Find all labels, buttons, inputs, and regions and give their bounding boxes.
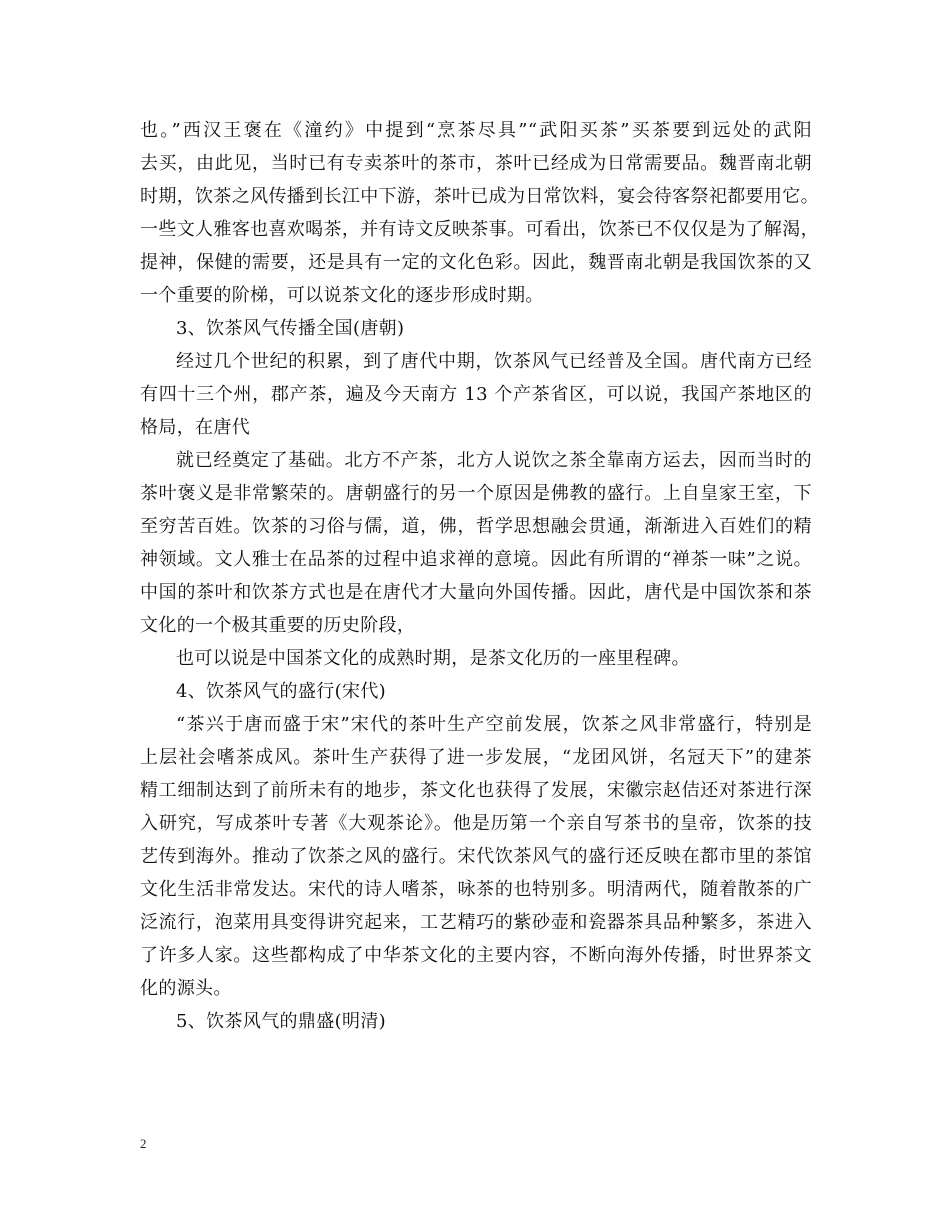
section-heading: 3、饮茶风气传播全国(唐朝): [176, 318, 405, 339]
body-line: 就已经奠定了基础。北方不产茶，北方人说饮之茶全靠南方运去，因而当时的: [176, 450, 812, 471]
body-line: 泛流行，泡菜用具变得讲究起来，工艺精巧的紫砂壶和瓷器茶具品种繁多，茶进入: [140, 912, 812, 933]
body-line: 去买，由此见，当时已有专卖茶叶的茶市，茶叶已经成为日常需要品。魏晋南北朝: [140, 153, 812, 174]
body-line: 精工细制达到了前所未有的地步，茶文化也获得了发展，宋徽宗赵佶还对茶进行深: [140, 780, 812, 801]
body-line: 也可以说是中国茶文化的成熟时期，是茶文化历的一座里程碑。: [176, 648, 690, 669]
section-heading: 4、饮茶风气的盛行(宋代): [176, 681, 387, 702]
body-line: 神领域。文人雅士在品茶的过程中追求禅的意境。因此有所谓的“禅茶一味”之说。: [140, 549, 812, 570]
body-line: 有四十三个州，郡产茶，遍及今天南方 13 个产茶省区，可以说，我国产茶地区的: [140, 384, 812, 405]
body-line: 至穷苦百姓。饮茶的习俗与儒，道，佛，哲学思想融会贯通，渐渐进入百姓们的精: [140, 516, 812, 537]
body-line: 茶叶褒义是非常繁荣的。唐朝盛行的另一个原因是佛教的盛行。上自皇家王室，下: [140, 483, 812, 504]
document-body: [140, 114, 819, 1038]
body-line: 时期，饮茶之风传播到长江中下游，茶叶已成为日常饮料，宴会待客祭祀都要用它。: [140, 186, 819, 207]
body-line: 提神，保健的需要，还是具有一定的文化色彩。因此，魏晋南北朝是我国饮茶的又: [140, 252, 812, 273]
body-line: 化的源头。: [140, 978, 232, 999]
body-line: 入研究，写成茶叶专著《大观茶论》。他是历第一个亲自写茶书的皇帝，饮茶的技: [140, 813, 812, 834]
body-line: 经过几个世纪的积累，到了唐代中期，饮茶风气已经普及全国。唐代南方已经: [176, 351, 812, 372]
body-line: 了许多人家。这些都构成了中华茶文化的主要内容，不断向海外传播，时世界茶文: [140, 945, 812, 966]
body-line: “茶兴于唐而盛于宋”宋代的茶叶生产空前发展，饮茶之风非常盛行，特别是: [176, 714, 812, 735]
body-line: 文化生活非常发达。宋代的诗人嗜茶，咏茶的也特别多。明清两代，随着散茶的广: [140, 879, 812, 900]
page-number: 2: [140, 1136, 147, 1151]
body-line: 也。”西汉王褒在《潼约》中提到“烹茶尽具”“武阳买茶”买茶要到远处的武阳: [140, 120, 812, 141]
section-heading: 5、饮茶风气的鼎盛(明清): [176, 1011, 387, 1032]
body-line: 一个重要的阶梯，可以说茶文化的逐步形成时期。: [140, 285, 544, 306]
body-line: 文化的一个极其重要的历史阶段，: [140, 615, 416, 636]
body-line: 上层社会嗜茶成风。茶叶生产获得了进一步发展，“龙团风饼，名冠天下”的建茶: [140, 747, 812, 768]
body-line: 一些文人雅客也喜欢喝茶，并有诗文反映茶事。可看出，饮茶已不仅仅是为了解渴，: [140, 219, 819, 240]
body-line: 格局，在唐代: [140, 417, 251, 438]
body-line: 艺传到海外。推动了饮茶之风的盛行。宋代饮茶风气的盛行还反映在都市里的茶馆: [140, 846, 812, 867]
body-line: 中国的茶叶和饮茶方式也是在唐代才大量向外国传播。因此，唐代是中国饮茶和茶: [140, 582, 812, 603]
